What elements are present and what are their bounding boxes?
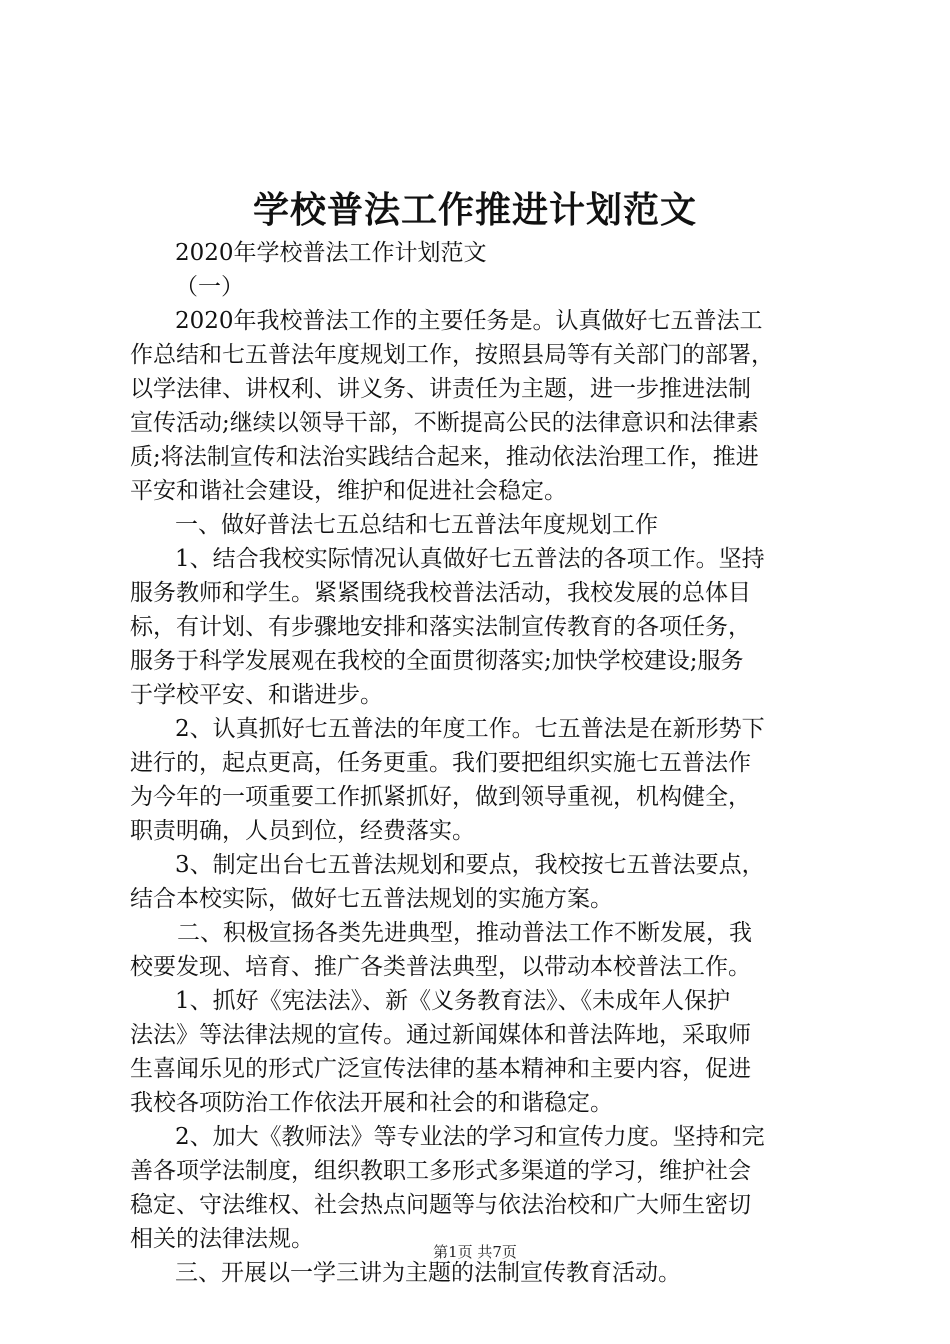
paragraph-line: 生喜闻乐见的形式广泛宣传法律的基本精神和主要内容，促进 — [130, 1056, 751, 1082]
paragraph-line: 质;将法制宣传和法治实践结合起来，推动依法治理工作，推进 — [130, 444, 759, 470]
paragraph-line: 服务教师和学生。紧紧围绕我校普法活动，我校发展的总体目 — [130, 580, 751, 606]
paragraph-line: 稳定、守法维权、社会热点问题等与依法治校和广大师生密切 — [130, 1192, 751, 1218]
paragraph-line: 宣传活动;继续以领导干部，不断提高公民的法律意识和法律素 — [130, 410, 759, 436]
paragraph-line: 2、认真抓好七五普法的年度工作。七五普法是在新形势下 — [175, 716, 765, 742]
paragraph-line: 以学法律、讲权利、讲义务、讲责任为主题，进一步推进法制 — [130, 376, 751, 402]
paragraph-line: 平安和谐社会建设，维护和促进社会稳定。 — [130, 478, 567, 504]
document-body — [130, 236, 830, 1290]
paragraph-line: 职责明确，人员到位，经费落实。 — [130, 818, 475, 844]
paragraph-line: 作总结和七五普法年度规划工作，按照县局等有关部门的部署， — [130, 342, 774, 368]
paragraph-line: 1、抓好《宪法法》、新《义务教育法》、《未成年人保护 — [175, 988, 731, 1014]
paragraph-line: 2、加大《教师法》等专业法的学习和宣传力度。坚持和完 — [175, 1124, 765, 1150]
section-number-line: （一） — [175, 274, 244, 300]
paragraph-line: 2020年我校普法工作的主要任务是。认真做好七五普法工 — [175, 308, 763, 334]
document-title: 学校普法工作推进计划范文 — [252, 189, 697, 231]
subtitle-line: 2020年学校普法工作计划范文 — [175, 240, 487, 266]
paragraph-line: 服务于科学发展观在我校的全面贯彻落实;加快学校建设;服务 — [130, 648, 744, 674]
heading-line: 三、开展以一学三讲为主题的法制宣传教育活动。 — [175, 1260, 681, 1286]
page-footer: 第1页 共7页 — [433, 1243, 517, 1261]
paragraph-line: 3、制定出台七五普法规划和要点，我校按七五普法要点， — [175, 852, 765, 878]
paragraph-line: 1、结合我校实际情况认真做好七五普法的各项工作。坚持 — [175, 546, 765, 572]
paragraph-line: 于学校平安、和谐进步。 — [130, 682, 383, 708]
paragraph-line: 结合本校实际，做好七五普法规划的实施方案。 — [130, 886, 613, 912]
paragraph-line: 为今年的一项重要工作抓紧抓好，做到领导重视，机构健全， — [130, 784, 751, 810]
paragraph-line: 我校各项防治工作依法开展和社会的和谐稳定。 — [130, 1090, 613, 1116]
paragraph-line: 进行的，起点更高，任务更重。我们要把组织实施七五普法作 — [130, 750, 751, 776]
paragraph-line: 标，有计划、有步骤地安排和落实法制宣传教育的各项任务， — [130, 614, 751, 640]
paragraph-line: 法法》等法律法规的宣传。通过新闻媒体和普法阵地，采取师 — [130, 1022, 751, 1048]
paragraph-line: 相关的法律法规。 — [130, 1226, 314, 1252]
heading-line: 二、积极宣扬各类先进典型，推动普法工作不断发展，我 — [177, 920, 752, 946]
heading-line: 一、做好普法七五总结和七五普法年度规划工作 — [175, 512, 658, 538]
paragraph-line: 校要发现、培育、推广各类普法典型，以带动本校普法工作。 — [130, 954, 751, 980]
paragraph-line: 善各项学法制度，组织教职工多形式多渠道的学习，维护社会 — [130, 1158, 751, 1184]
